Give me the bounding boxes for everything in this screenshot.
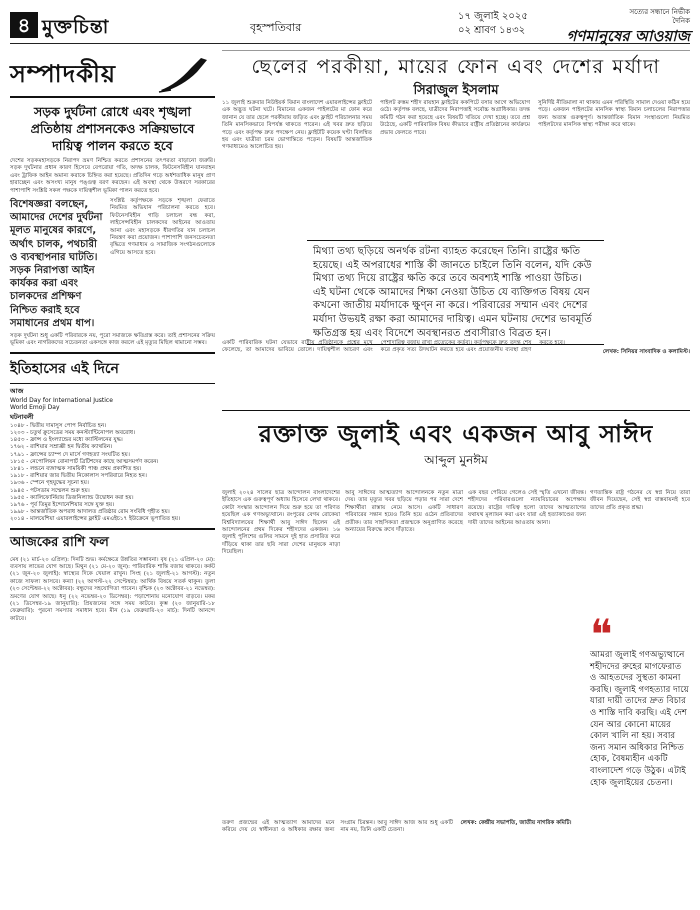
history-day-label: আজ	[10, 386, 24, 395]
article1-col1: ১১ জুলাই শুক্রবার নিউইয়র্ক বিমান বাংলাদেশ এয়ারলাইন্সের ফ্লাইটে এক অদ্ভুত ঘটনা ঘটে। বিমানের একজন পাইলটের মা ফোন করে জানান যে তার ছেলে পরকীয়ায় জড়িত এবং ফ্লাইট পরিচালনার সময় তিনি মানসিকভাবে বিপর্যস্ত থাকতে পারেন। এই খবর দ্রুত ছড়িয়ে পড়ে এবং কর্তৃপক্ষ দ্রুত পদক্ষেপ নেয়। ফ্লাইটটি কয়েক ঘণ্টা বিলম্বিত হয় এবং যাত্রীরা চরম ভোগান্তিতে পড়েন। বিষয়টি আন্তর্জাতিক গণমাধ্যমেও আলোচিত হয়।	[222, 100, 372, 151]
issue-date-bengali: ০২ শ্রাবণ ১৪৩২	[458, 25, 526, 36]
history-events-label: ঘটনাবলী	[10, 412, 34, 421]
article1-header	[222, 50, 690, 102]
quill-pen-icon	[157, 54, 211, 94]
article2-author-note: লেখক: কেন্দ্রীয় সভাপতি, জাতীয় নাগরিক কমিটি।	[460, 820, 572, 826]
article1-col2: পাইলট রুস্তম শহীদ রায়হান ফ্লাইটের ককপিটে বসার আগে অভিযোগ ওঠে। কর্তৃপক্ষ বলছে, যাত্রীদের নিরাপত্তাই সর্বোচ্চ অগ্রাধিকার। তদন্ত কমিটি গঠন করা হয়েছে এবং বিষয়টি খতিয়ে দেখা হচ্ছে। তবে প্রশ্ন উঠেছে, একটি পারিবারিক বিষয় কীভাবে রাষ্ট্রীয় প্রতিষ্ঠানের কার্যক্রমে প্রভাব ফেলতে পারে।	[380, 100, 530, 136]
article2-title: রক্তাক্ত জুলাই এবং একজন আবু সাঈদ	[258, 420, 654, 448]
editorial-body-bottom: সড়ক দুর্ঘটনা শুধু একটি পরিবারকে নয়, পুরো সমাজকে ক্ষতিগ্রস্ত করে। তাই প্রশাসনের সক্রিয় ভূমিকা এবং নাগরিকদের সচেতনতা একসঙ্গে কাজ করলে এই মৃত্যুর মিছিল থামানো সম্ভব।	[10, 333, 215, 347]
editorial-headline: সড়ক দুর্ঘটনা রোধে এবং শৃঙ্খলা প্রতিষ্ঠায় প্রশাসনকেও সক্রিয়ভাবে দায়িত্ব পালন করতে হবে	[30, 104, 195, 153]
article1-author-note: লেখক: সিনিয়র সাংবাদিক ও কলামিস্ট।	[602, 349, 690, 356]
horoscope-title: আজকের রাশি ফল	[10, 528, 215, 554]
article2-col3: এক বছর পেরিয়ে গেলেও সেই স্মৃতি এখনো জীবন্ত। শহীদদের পরিবারগুলো ন্যায়বিচারের অপেক্ষায় রয়েছে। রাষ্ট্রের দায়িত্ব হলো তাদের আত্মত্যাগের যথাযথ মূল্যায়ন করা এবং যারা এই হত্যাকাণ্ডের জন্য দায়ী তাদের আইনের আওতায় আনা।	[468, 490, 586, 526]
history-observance-1: World Day for International Justice	[10, 396, 113, 404]
article2-col2: আবু সাঈদের আত্মত্যাগ আন্দোলনকে নতুন মাত্রা দেয়। তার মৃত্যুর খবর ছড়িয়ে পড়ার পর সারা দেশে শিক্ষার্থীরা রাস্তায় নেমে আসে। একটি সাধারণ পরিবারের সন্তান হয়েও তিনি হয়ে ওঠেন প্রতিবাদের প্রতীক। তার সাহসিকতা প্রজন্মকে অনুপ্রাণিত করেছে অন্যায়ের বিরুদ্ধে রুখে দাঁড়াতে।	[345, 490, 463, 534]
article1-quote-text: মিথ্যা তথ্য ছড়িয়ে অনর্থক রটনা ব্যাহত করেছেন তিনি। রাষ্ট্রের ক্ষতি হয়েছে। এই অপরাধের শাস্তি কী জানতে চাইলে তিনি বলেন, যদি কেউ মিথ্যা তথ্য দিয়ে রাষ্ট্রের ক্ষতি করে তবে অবশ্যই শাস্তি পাওয়া উচিত। এই ঘটনা থেকে আমাদের শিক্ষা নেওয়া উচিত যে ব্যক্তিগত বিষয় যেন কখনো জাতীয় মর্যাদাকে ক্ষুণ্ন না করে। পরিবারের সম্মান এবং দেশের মর্যাদা উভয়ই রক্ষা করা আমাদের দায়িত্ব। এমন ঘটনায় দেশের ভাবমূর্তি ক্ষতিগ্রস্ত হয় এবং বিদেশে অবস্থানরত প্রবাসীরাও বিব্রত হন।	[313, 246, 592, 339]
list-item: ১৭৬২ - রাশিয়ার সম্রাজ্ঞী হন দ্বিতীয় ক্যাথরিন।	[10, 444, 113, 451]
list-item: ২০১৪ - মালয়েশিয়া এয়ারলাইন্সের ফ্লাইট এমএইচ১৭ ইউক্রেনে ভূপাতিত হয়।	[10, 516, 181, 523]
article1-author: সিরাজুল ইসলাম	[413, 83, 499, 98]
masthead-tagline: সত্যের সন্ধানে নির্ভীক	[629, 8, 690, 16]
article2-bottom-text: তরুণ প্রজন্মের এই আত্মত্যাগ আমাদের মনে করিয়ে দেয় যে স্বাধীনতা ও অধিকার রক্ষার জন্য সংগ্রাম চিরন্তন। আবু সাঈদ আজ আর শুধু একটি নাম নয়, তিনি একটি চেতনা।	[222, 820, 453, 834]
list-item: ১৮৪১ - লন্ডনে ব্যঙ্গাত্মক সাময়িকী পাঞ্চ প্রথম প্রকাশিত হয়।	[10, 465, 142, 472]
list-item: ১৯৩৬ - স্পেনে গৃহযুদ্ধের সূচনা হয়।	[10, 480, 89, 487]
list-item: ১৯৯৮ - আন্তর্জাতিক অপরাধ আদালত প্রতিষ্ঠার রোম সংবিধি গৃহীত হয়।	[10, 509, 170, 516]
list-item: ১৪৫৩ - ফ্রান্স ও ইংল্যান্ডের মধ্যে ক্যাস্টিলনের যুদ্ধ।	[10, 437, 123, 444]
article2-author: আব্দুল মুনঈম	[424, 453, 488, 467]
page-header	[10, 8, 690, 44]
issue-day: বৃহস্পতিবার	[250, 21, 302, 34]
article1-title: ছেলের পরকীয়া, মায়ের ফোন এবং দেশের মর্যাদা	[251, 55, 661, 78]
history-observance-2: World Emoji Day	[10, 404, 60, 412]
article2-quote-text: আমরা জুলাই গণঅভ্যুত্থানে শহীদদের রুহের মাগফেরাত ও আহতদের সুস্থতা কামনা করছি। জুলাই গণহত্যার দায়ে যারা দায়ী তাদের দ্রুত বিচার ও শাস্তি দাবি করছি। এই দেশ যেন আর কোনো মায়ের কোল খালি না হয়। সবার জন্য সমান অধিকার নিশ্চিত হোক, বৈষম্যহীন একটি বাংলাদেশ গড়ে উঠুক। এটাই হোক জুলাইয়ের চেতনা।	[590, 650, 689, 788]
list-item: ১২০৩ - চতুর্থ ক্রুসেডের সময় কনস্ট্যান্টিনোপল অবরোধ।	[10, 429, 136, 436]
article2-header	[222, 410, 690, 472]
editorial-body-mid: সংশ্লিষ্ট কর্তৃপক্ষকে সড়কে শৃঙ্খলা ফেরাতে নিয়মিত অভিযান পরিচালনা করতে হবে। ফিটনেসবিহীন গাড়ি চলাচল বন্ধ করা, লাইসেন্সবিহীন চালকদের আইনের আওতায় আনা এবং মহাসড়কে ধীরগতির যান চলাচল নিয়ন্ত্রণ করা প্রয়োজন। পাশাপাশি জনসচেতনতা বৃদ্ধিতে গণমাধ্যম ও সামাজিক সংগঠনগুলোকে এগিয়ে আসতে হবে।	[110, 198, 215, 256]
masthead-daily: দৈনিক	[672, 17, 690, 25]
section-label: মুক্তচিন্তা	[42, 16, 110, 38]
page-number: ৪	[10, 12, 38, 38]
editorial-column	[10, 50, 215, 623]
editorial-logo	[10, 50, 215, 98]
article1-bottom-text: একটি পারিবারিক ঘটনা যেভাবে রাষ্ট্রীয় প্রতিষ্ঠানকে প্রশ্নের মুখে ফেলেছে, তা আমাদের ভাবিয়ে তোলে। দায়িত্বশীল আচরণ এবং পেশাদারিত্ব বজায় রাখা প্রত্যেকের কর্তব্য। কর্তৃপক্ষকে দ্রুত তদন্ত শেষ করে প্রকৃত সত্য উদঘাটন করতে হবে এবং প্রয়োজনীয় ব্যবস্থা গ্রহণ করতে হবে।	[222, 340, 565, 354]
article1-pull-quote	[307, 240, 604, 345]
history-title: ইতিহাসের এই দিনে	[10, 352, 215, 384]
masthead-title: গণমানুষের আওয়াজ	[566, 27, 690, 45]
list-item: ১৯৪৫ - পটসডাম সম্মেলন শুরু হয়।	[10, 487, 90, 494]
editorial-pull-text: বিশেষজ্ঞরা বলছেন, আমাদের দেশের দুর্ঘটনা মূলত মানুষের কারণে, অর্থাৎ চালক, পথচারী ও ব্যবস্থাপনার ঘাটতি। সড়ক নিরাপত্তা আইন কার্যকর করা এবং চালকদের প্রশিক্ষণ নিশ্চিত করাই হবে সমাধানের প্রথম ধাপ।	[10, 199, 103, 329]
list-item: ১০৪৮ - দ্বিতীয় দামাসুস পোপ নির্বাচিত হন।	[10, 422, 107, 429]
issue-date	[458, 10, 528, 38]
list-item: ১৯৫৫ - ক্যালিফোর্নিয়ায় ডিজনিল্যান্ড উদ্বোধন করা হয়।	[10, 494, 134, 501]
article2-pull-quote	[590, 610, 690, 789]
article2-body-bottom	[222, 820, 690, 835]
list-item: ১৯৭৬ - পূর্ব তিমুর ইন্দোনেশিয়ার সঙ্গে যুক্ত হয়।	[10, 501, 115, 508]
list-item: ১৯১৮ - রাশিয়ার জার দ্বিতীয় নিকোলাস সপরিবারে নিহত হন।	[10, 473, 147, 480]
editorial-body-top: দেশের সড়কমহাসড়কে নিরাপদ ভ্রমণ নিশ্চিত করতে প্রশাসনের তৎপরতা বাড়ানো জরুরি। সড়ক দুর্ঘটনার প্রধান কারণ হিসেবে বেপরোয়া গতি, অদক্ষ চালক, ফিটনেসবিহীন যানবাহন এবং ট্রাফিক আইন অমান্য করাকে চিহ্নিত করা হয়েছে। প্রতিদিন গড়ে অর্ধশতাধিক মানুষ প্রাণ হারাচ্ছেন এবং অসংখ্য মানুষ পঙ্গুত্ব বরণ করছেন। এই অবস্থা থেকে উত্তরণে সরকারের পাশাপাশি সংশ্লিষ্ট সকল পক্ষকে দায়িত্বশীল ভূমিকা পালন করতে হবে।	[10, 158, 215, 194]
quote-mark-icon: ❝	[590, 610, 613, 659]
history-events-list	[10, 423, 215, 524]
issue-date-gregorian: ১৭ জুলাই ২০২৫	[458, 11, 528, 22]
horoscope-body: মেষ (২১ মার্চ-২০ এপ্রিল): দিনটি শুভ। কর্মক্ষেত্রে উন্নতির সম্ভাবনা। বৃষ (২১ এপ্রিল-২০ মে): ব্যবসায় লাভের যোগ আছে। মিথুন (২১ মে-২০ জুন): পারিবারিক শান্তি বজায় থাকবে। কর্কট (২১ জুন-২০ জুলাই): স্বাস্থ্যের দিকে খেয়াল রাখুন। সিংহ (২১ জুলাই-২১ আগস্ট): নতুন কাজে সাফল্য আসবে। কন্যা (২২ আগস্ট-২২ সেপ্টেম্বর): আর্থিক বিষয়ে সতর্ক থাকুন। তুলা (২৩ সেপ্টেম্বর-২২ অক্টোবর): বন্ধুদের সহযোগিতা পাবেন। বৃশ্চিক (২৩ অক্টোবর-২১ নভেম্বর): ভ্রমণের যোগ আছে। ধনু (২২ নভেম্বর-২০ ডিসেম্বর): পড়াশোনায় মনোযোগ বাড়বে। মকর (২১ ডিসেম্বর-১৯ জানুয়ারি): প্রিয়জনের সঙ্গে সময় কাটবে। কুম্ভ (২০ জানুয়ারি-১৮ ফেব্রুয়ারি): পুরনো সমস্যার সমাধান হবে। মীন (১৯ ফেব্রুয়ারি-২০ মার্চ): দিনটি আনন্দে কাটবে।	[10, 556, 215, 622]
article2-col1: জুলাই ২০২৪ সালের ছাত্র আন্দোলন বাংলাদেশের ইতিহাসে এক গুরুত্বপূর্ণ অধ্যায় হিসেবে লেখা থাকবে। কোটা সংস্কার আন্দোলন দিয়ে শুরু হয়ে তা পরিণত হয়েছিল এক গণঅভ্যুত্থানে। রংপুরের বেগম রোকেয়া বিশ্ববিদ্যালয়ের শিক্ষার্থী আবু সাঈদ ছিলেন এই আন্দোলনের প্রথম দিকের শহীদদের একজন। ১৬ জুলাই পুলিশের গুলির সামনে দুই হাত প্রসারিত করে দাঁড়িয়ে থাকা তার ছবি সারা দেশের মানুষকে নাড়া দিয়েছিল।	[222, 490, 340, 556]
editorial-logo-text: সম্পাদকীয়	[10, 59, 117, 88]
article1-body-bottom	[222, 340, 690, 357]
list-item: ১৮১৫ - নেপোলিয়ন বোনাপার্ট ব্রিটিশদের কাছে আত্মসমর্পণ করেন।	[10, 458, 159, 465]
article1-col3: সুনির্দিষ্ট নীতিমালা না থাকায় এমন পরিস্থিতি সামাল দেওয়া কঠিন হয়ে পড়ে। একজন পাইলটের মানসিক স্বাস্থ্য বিমান চলাচলের নিরাপত্তার জন্য অত্যন্ত গুরুত্বপূর্ণ। আন্তর্জাতিক বিমান সংস্থাগুলো নিয়মিত পাইলটদের মানসিক স্বাস্থ্য পরীক্ষা করে থাকে।	[538, 100, 690, 129]
list-item: ১৭৯১ - ফ্রান্সের চ্যাম্প দে মার্সে গণহত্যা সংঘটিত হয়।	[10, 451, 130, 458]
newspaper-masthead	[567, 8, 690, 46]
article2-col4: গণতান্ত্রিক রাষ্ট্র গঠনের যে স্বপ্ন নিয়ে তারা জীবন দিয়েছেন, সেই স্বপ্ন বাস্তবায়নই হবে তাদের প্রতি প্রকৃত শ্রদ্ধা।	[590, 490, 690, 511]
